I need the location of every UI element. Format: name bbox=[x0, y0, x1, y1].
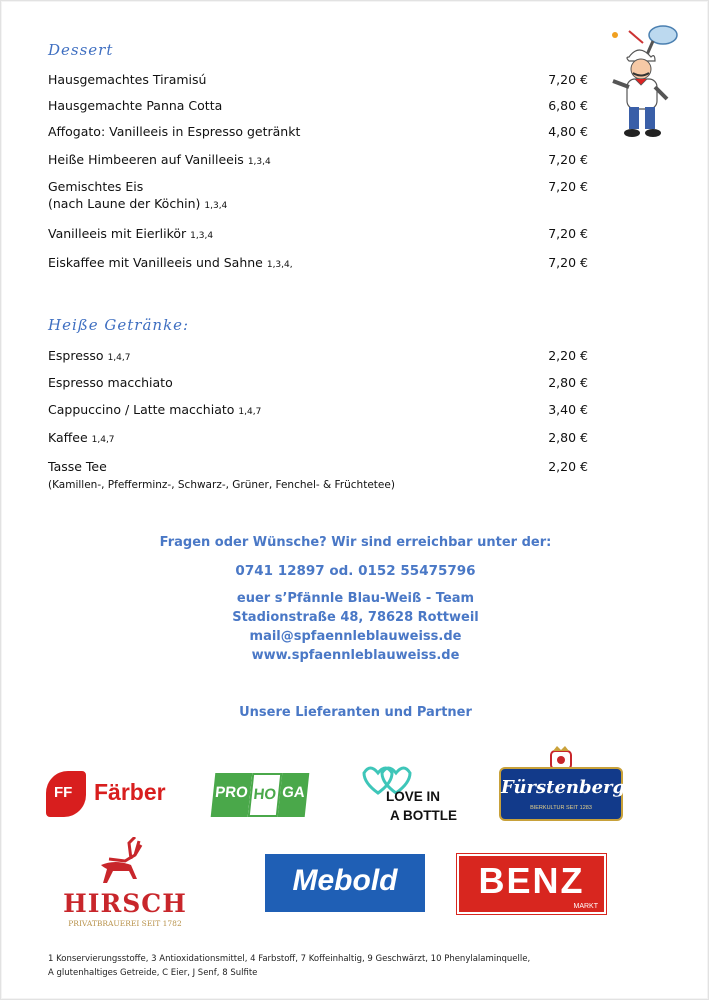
faerber-logo bbox=[46, 771, 186, 821]
item-name: Espresso macchiato bbox=[48, 375, 173, 390]
chef-with-frying-pan-icon bbox=[599, 23, 691, 143]
fuerstenberg-logo-sub: BIERKULTUR SEIT 1283 bbox=[530, 805, 592, 811]
hirsch-logo-text: HIRSCH bbox=[63, 889, 187, 918]
item-allergens: 1,4,7 bbox=[91, 435, 115, 445]
love-logo-line1: LOVE IN bbox=[386, 789, 441, 804]
love-logo-line2: A BOTTLE bbox=[390, 808, 457, 823]
faerber-mark bbox=[46, 771, 86, 817]
item-allergens: 1,3,4, bbox=[266, 260, 293, 270]
item-price: 7,20 € bbox=[548, 152, 588, 167]
item-allergens: 1,4,7 bbox=[238, 407, 262, 417]
contact-email[interactable]: mail@spfaennleblauweiss.de bbox=[249, 629, 462, 644]
benz-logo-text: BENZ bbox=[478, 860, 585, 901]
item-name: Hausgemachte Panna Cotta bbox=[48, 98, 223, 113]
item-price: 7,20 € bbox=[548, 255, 588, 270]
drinks-heading: Heiße Getränke: bbox=[48, 316, 190, 334]
item-note: (nach Laune der Köchin) 1,3,4 bbox=[48, 196, 228, 211]
contact-phone: 0741 12897 od. 0152 55475796 bbox=[235, 563, 476, 579]
fuerstenberg-banner bbox=[499, 767, 626, 821]
prohoga-part: GA bbox=[278, 773, 309, 817]
item-name: Eiskaffee mit Vanilleeis und Sahne 1,3,4, bbox=[48, 255, 293, 270]
prohoga-part: HO bbox=[247, 773, 282, 817]
faerber-mark-text: FF bbox=[54, 784, 73, 801]
prohoga-logo bbox=[211, 773, 319, 817]
hirsch-logo bbox=[59, 837, 191, 933]
item-price: 2,20 € bbox=[548, 459, 588, 474]
item-price: 2,20 € bbox=[548, 348, 588, 363]
item-name: Affogato: Vanilleeis in Espresso getränkt bbox=[48, 124, 301, 139]
item-price: 7,20 € bbox=[548, 179, 588, 194]
item-description: (Kamillen-, Pfefferminz-, Schwarz-, Grüner, Fenchel- & Früchtetee) bbox=[48, 479, 395, 491]
love-in-a-bottle-logo bbox=[356, 763, 471, 827]
allergen-legend-line2: A glutenhaltiges Getreide, C Eier, J Senf, 8 Sulfite bbox=[48, 968, 258, 978]
contact-website[interactable]: www.spfaennleblauweiss.de bbox=[251, 648, 460, 663]
item-name: Espresso 1,4,7 bbox=[48, 348, 131, 363]
item-name: Kaffee 1,4,7 bbox=[48, 430, 115, 445]
prohoga-part: PRO bbox=[211, 773, 252, 817]
item-price: 2,80 € bbox=[548, 430, 588, 445]
fuerstenberg-logo-text: Fürstenberg bbox=[501, 777, 626, 798]
item-allergens: 1,3,4 bbox=[190, 231, 214, 241]
item-allergens: 1,4,7 bbox=[107, 353, 131, 363]
partners-heading: Unsere Lieferanten und Partner bbox=[239, 705, 472, 720]
item-name: Vanilleeis mit Eierlikör 1,3,4 bbox=[48, 226, 214, 241]
item-price: 4,80 € bbox=[548, 124, 588, 139]
hirsch-logo-sub: PRIVATBRAUEREI SEIT 1782 bbox=[68, 919, 182, 928]
item-price: 6,80 € bbox=[548, 98, 588, 113]
stag-icon bbox=[89, 837, 161, 889]
dessert-heading: Dessert bbox=[48, 41, 114, 59]
fuerstenberg-logo bbox=[499, 745, 626, 825]
benz-logo-sub: MARKT bbox=[573, 903, 598, 910]
item-allergens: 1,3,4 bbox=[247, 157, 271, 167]
allergen-legend-line1: 1 Konservierungsstoffe, 3 Antioxidationsmittel, 4 Farbstoff, 7 Koffeinhaltig, 9 Geschwärzt, 10 Phenylalaminquelle, bbox=[48, 954, 531, 964]
item-name: Tasse Tee bbox=[48, 459, 107, 474]
item-price: 3,40 € bbox=[548, 402, 588, 417]
item-name: Cappuccino / Latte macchiato 1,4,7 bbox=[48, 402, 262, 417]
contact-team: euer s’Pfännle Blau-Weiß - Team bbox=[236, 591, 475, 606]
item-allergens: 1,3,4 bbox=[204, 201, 228, 211]
benz-logo bbox=[457, 854, 606, 914]
item-name: Hausgemachtes Tiramisú bbox=[48, 72, 207, 87]
contact-address: Stadionstraße 48, 78628 Rottweil bbox=[232, 610, 479, 625]
item-price: 2,80 € bbox=[548, 375, 588, 390]
contact-question: Fragen oder Wünsche? Wir sind erreichbar unter der: bbox=[159, 535, 552, 550]
mebold-logo-text: Mebold bbox=[292, 864, 398, 897]
item-price: 7,20 € bbox=[548, 226, 588, 241]
item-name: Heiße Himbeeren auf Vanilleeis 1,3,4 bbox=[48, 152, 271, 167]
faerber-logo-text: Färber bbox=[94, 779, 166, 805]
item-name: Gemischtes Eis bbox=[48, 179, 144, 194]
mebold-logo bbox=[265, 854, 425, 912]
item-price: 7,20 € bbox=[548, 72, 588, 87]
